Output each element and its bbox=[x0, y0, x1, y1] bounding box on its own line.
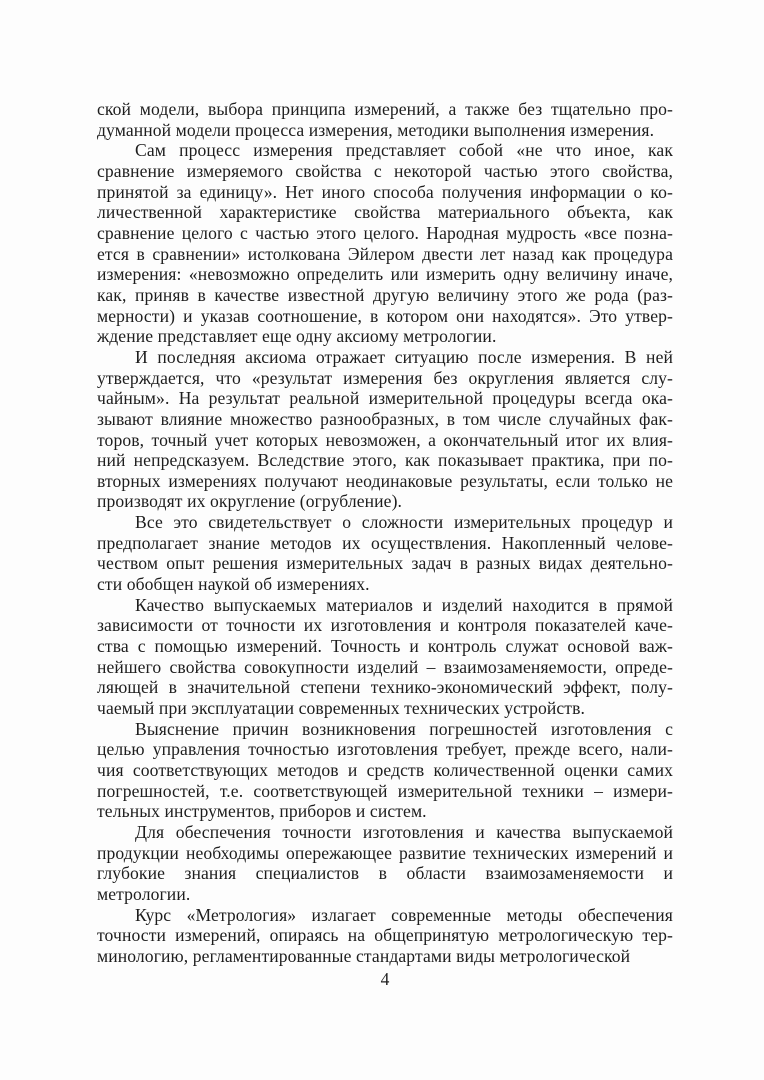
text-line: целью управления точностью изготовления требует, прежде всего, нали- bbox=[97, 739, 673, 760]
text-line: нейшего свойства совокупности изделий – взаимозаменяемости, опреде- bbox=[97, 656, 673, 677]
text-line: измерения: «невозможно определить или измерить одну величину иначе, bbox=[97, 264, 673, 285]
text-line: чаемый при эксплуатации современных технических устройств. bbox=[97, 698, 585, 719]
text-line: минологию, регламентированные стандартами виды метрологической bbox=[97, 945, 631, 966]
text-line: продукции необходимы опережающее развитие технических измерений и bbox=[97, 842, 673, 863]
text-line: предполагает знание методов их осуществления. Накопленный челове- bbox=[97, 532, 673, 553]
text-line: ждение представляет еще одну аксиому метрологии. bbox=[97, 326, 497, 347]
text-line: тельных инструментов, приборов и систем. bbox=[97, 801, 427, 822]
page-text bbox=[97, 99, 673, 967]
text-line: глубокие знания специалистов в области взаимозаменяемости и метрологии. bbox=[97, 863, 673, 904]
text-line: Курс «Метрология» излагает современные методы обеспечения bbox=[135, 904, 673, 925]
text-line: сравнение измеряемого свойства с некоторой частью этого свойства, bbox=[97, 160, 673, 181]
text-line: зависимости от точности их изготовления и контроля показателей каче- bbox=[97, 615, 673, 636]
text-line: точности измерений, опираясь на общепринятую метрологическую тер- bbox=[97, 925, 673, 946]
text-line: принятой за единицу». Нет иного способа получения информации о ко- bbox=[97, 181, 673, 202]
text-line: Все это свидетельствует о сложности измерительных процедур и bbox=[135, 512, 673, 533]
text-line: как, приняв в качестве известной другую величину этого же рода (раз- bbox=[97, 284, 673, 305]
text-line: чайным». На результат реальной измерительной процедуры всегда ока- bbox=[97, 388, 673, 409]
text-line: думанной модели процесса измерения, методики выполнения измерения. bbox=[97, 119, 655, 140]
text-line: ний непредсказуем. Вследствие этого, как показывает практика, при по- bbox=[97, 450, 673, 471]
text-line: ства с помощью измерений. Точность и контроль служат основой важ- bbox=[97, 636, 673, 657]
text-line: Сам процесс измерения представляет собой «не что иное, как bbox=[135, 140, 673, 161]
text-line: зывают влияние множество разнообразных, в том числе случайных фак- bbox=[97, 408, 673, 429]
text-line: вторных измерениях получают неодинаковые результаты, если только не bbox=[97, 470, 673, 491]
text-line: производят их округление (огрубление). bbox=[97, 491, 403, 512]
text-line: торов, точный учет которых невозможен, а окончательный итог их влия- bbox=[97, 429, 673, 450]
page-number: 4 bbox=[380, 969, 390, 989]
text-line: сти обобщен наукой об измерениях. bbox=[97, 574, 370, 595]
text-line: Качество выпускаемых материалов и изделий находится в прямой bbox=[135, 594, 673, 615]
text-line: погрешностей, т.е. соответствующей измерительной техники – измери- bbox=[97, 780, 673, 801]
text-line: ется в сравнении» истолкована Эйлером двести лет назад как процедура bbox=[97, 243, 673, 264]
text-line: Для обеспечения точности изготовления и качества выпускаемой bbox=[135, 821, 673, 842]
text-line: утверждается, что «результат измерения без округления является слу- bbox=[97, 367, 673, 388]
text-line: ляющей в значительной степени технико-экономический эффект, полу- bbox=[97, 677, 673, 698]
text-line: личественной характеристике свойства материального объекта, как bbox=[97, 202, 673, 223]
text-line: И последняя аксиома отражает ситуацию после измерения. В ней bbox=[135, 346, 673, 367]
text-line: мерности) и указав соотношение, в котором они находятся». Это утвер- bbox=[97, 305, 673, 326]
text-line: чеством опыт решения измерительных задач в разных видах деятельно- bbox=[97, 553, 673, 574]
text-line: чия соответствующих методов и средств количественной оценки самих bbox=[97, 760, 673, 780]
text-line: сравнение целого с частью этого целого. Народная мудрость «все позна- bbox=[97, 222, 673, 243]
text-line: ской модели, выбора принципа измерений, а также без тщательно про- bbox=[97, 99, 673, 119]
text-line: Выяснение причин возникновения погрешностей изготовления с bbox=[135, 718, 673, 739]
